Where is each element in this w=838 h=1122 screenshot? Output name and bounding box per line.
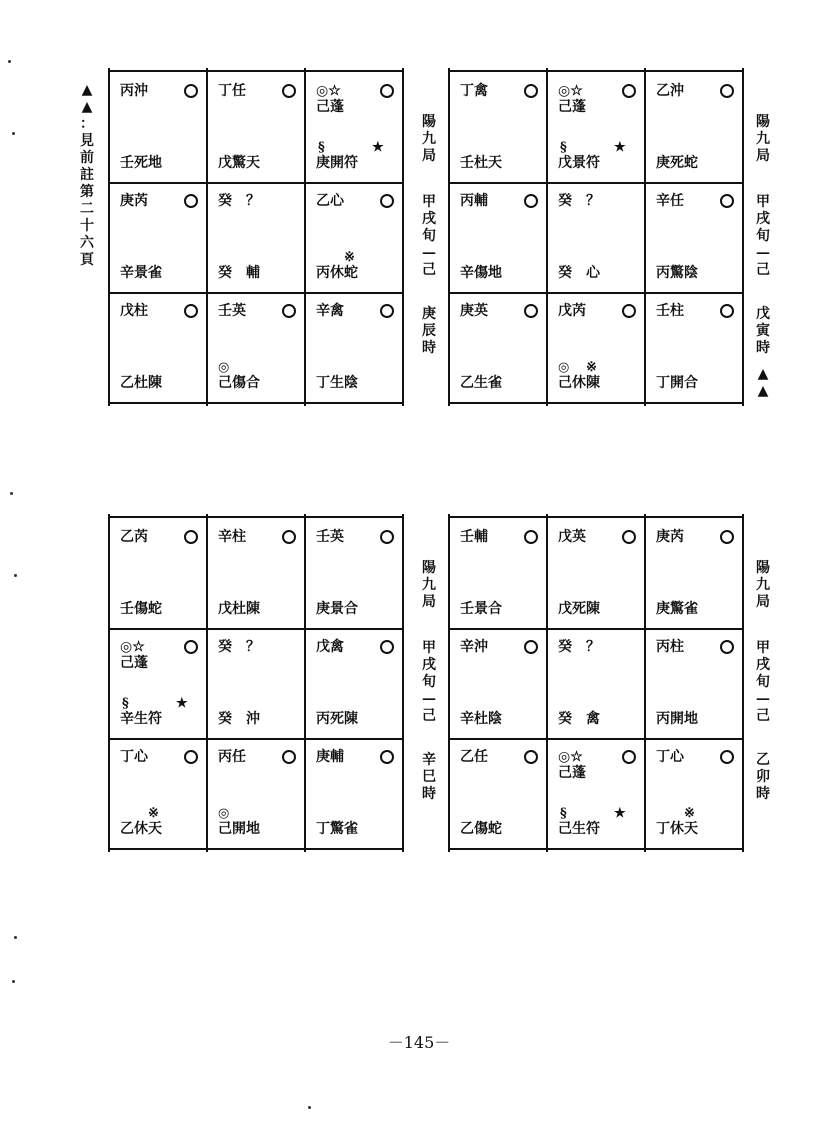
star-icon: ★	[614, 806, 626, 821]
cell-top-text: 壬輔	[460, 529, 488, 545]
palace-cell	[450, 74, 548, 184]
margin-speck	[12, 132, 15, 135]
chart-xun: 甲 戌 旬 — 己	[756, 194, 770, 278]
cell-top-text-2: 己蓬	[120, 655, 148, 671]
circle-icon	[720, 530, 734, 544]
circle-icon	[720, 194, 734, 208]
cell-bottom-text: 庚死蛇	[656, 155, 698, 171]
circle-icon	[720, 750, 734, 764]
cell-bottom-text: 丙死陳	[316, 711, 358, 727]
chart-hour: 庚 辰 時	[422, 306, 436, 356]
cell-bottom-text: 己開地	[218, 821, 260, 837]
star-icon: ★	[614, 140, 626, 155]
palace-cell	[646, 74, 744, 184]
circle-icon	[622, 84, 636, 98]
cell-bottom-text: 癸 輔	[218, 265, 260, 281]
cell-top-text: ◎☆	[558, 83, 583, 99]
circle-icon	[184, 84, 198, 98]
cell-top-text: 壬英	[218, 303, 246, 319]
palace-cell	[548, 184, 646, 294]
cell-bottom-text: 丁休天	[656, 821, 698, 837]
cell-top-text-2: 己蓬	[558, 99, 586, 115]
cell-top-text: ◎☆	[316, 83, 341, 99]
circle-icon	[184, 530, 198, 544]
cell-bottom-text: 戊驚天	[218, 155, 260, 171]
cell-top-text: 癸 ？	[558, 639, 600, 655]
cell-bottom-text: 己休陳	[558, 375, 600, 391]
margin-speck	[8, 60, 11, 63]
circle-icon	[282, 304, 296, 318]
cell-top-text: 癸 ？	[558, 193, 600, 209]
chart-title: 陽 九 局	[422, 114, 436, 164]
section-mark-icon: §	[318, 140, 325, 155]
section-mark-icon: §	[122, 696, 129, 711]
cell-bottom-text: 丙休蛇	[316, 265, 358, 281]
reference-mark-icon: ※	[684, 806, 695, 821]
palace-cell	[646, 630, 744, 740]
circle-icon	[524, 530, 538, 544]
margin-speck	[14, 574, 17, 577]
palace-cell	[548, 740, 646, 850]
palace-cell	[450, 294, 548, 404]
circle-icon	[720, 84, 734, 98]
cell-bottom-text: 庚驚雀	[656, 601, 698, 617]
chart-grid-bl	[108, 516, 404, 850]
cell-top-text: 庚英	[460, 303, 488, 319]
cell-top-text: 戊英	[558, 529, 586, 545]
palace-cell	[110, 740, 208, 850]
cell-top-text-2: 己蓬	[558, 765, 586, 781]
star-icon: ★	[176, 696, 188, 711]
page-number: －145－	[387, 1033, 451, 1052]
chart-hour: 辛 巳 時	[422, 752, 436, 802]
circle-icon	[720, 304, 734, 318]
palace-cell	[548, 520, 646, 630]
cell-top-text: 乙心	[316, 193, 344, 209]
section-mark-icon: §	[560, 140, 567, 155]
cell-bottom-text: 乙杜陳	[120, 375, 162, 391]
cell-top-text: 癸 ？	[218, 639, 260, 655]
cell-bottom-text: 辛傷地	[460, 265, 502, 281]
cell-top-text: 丙沖	[120, 83, 148, 99]
cell-top-text: 庚芮	[120, 193, 148, 209]
cell-bottom-text: 癸 禽	[558, 711, 600, 727]
cell-bottom-text: 辛景雀	[120, 265, 162, 281]
circle-icon	[622, 530, 636, 544]
chart-title: 陽 九 局	[422, 560, 436, 610]
circle-icon	[282, 750, 296, 764]
cell-top-text: 壬柱	[656, 303, 684, 319]
cell-bottom-text: 丁驚雀	[316, 821, 358, 837]
circle-icon	[720, 640, 734, 654]
cell-top-text: 丁心	[120, 749, 148, 765]
palace-cell	[306, 294, 404, 404]
chart-grid-tl	[108, 70, 404, 404]
palace-cell	[110, 294, 208, 404]
cell-top-text: 辛柱	[218, 529, 246, 545]
palace-cell	[646, 740, 744, 850]
cell-top-text: 丁任	[218, 83, 246, 99]
cell-bottom-text: 壬傷蛇	[120, 601, 162, 617]
palace-cell	[208, 74, 306, 184]
double-circle-icon: ◎	[218, 360, 230, 375]
chart-grid-tr	[448, 70, 744, 404]
palace-cell	[450, 630, 548, 740]
palace-cell	[208, 740, 306, 850]
cell-bottom-text: 壬景合	[460, 601, 502, 617]
cell-top-text: 丁心	[656, 749, 684, 765]
chart-xun: 甲 戌 旬 — 己	[756, 640, 770, 724]
circle-icon	[184, 750, 198, 764]
palace-cell	[208, 184, 306, 294]
cell-bottom-text: 庚景合	[316, 601, 358, 617]
circle-icon	[184, 194, 198, 208]
cell-bottom-text: 辛生符	[120, 711, 162, 727]
side-note: ▲ ▲ ： 見 前 註 第 二 十 六 頁	[80, 82, 94, 268]
palace-cell	[306, 74, 404, 184]
cell-bottom-text: 庚開符	[316, 155, 358, 171]
cell-bottom-text: 丙驚陰	[656, 265, 698, 281]
cell-top-text: 丁禽	[460, 83, 488, 99]
palace-cell	[548, 294, 646, 404]
triangle-mark-icon: ▲ ▲	[757, 366, 769, 399]
circle-icon	[524, 750, 538, 764]
cell-top-text: 戊柱	[120, 303, 148, 319]
cell-top-text: 戊芮	[558, 303, 586, 319]
circle-icon	[524, 194, 538, 208]
palace-cell	[646, 520, 744, 630]
double-circle-icon: ◎	[558, 360, 570, 375]
palace-cell	[548, 630, 646, 740]
cell-top-text: 丙柱	[656, 639, 684, 655]
section-mark-icon: §	[560, 806, 567, 821]
cell-bottom-text: 乙生雀	[460, 375, 502, 391]
palace-cell	[646, 184, 744, 294]
circle-icon	[282, 530, 296, 544]
cell-bottom-text: 戊景符	[558, 155, 600, 171]
palace-cell	[110, 630, 208, 740]
circle-icon	[380, 304, 394, 318]
circle-icon	[622, 304, 636, 318]
palace-cell	[306, 630, 404, 740]
circle-icon	[184, 640, 198, 654]
reference-mark-icon: ※	[344, 250, 355, 265]
chart-xun: 甲 戌 旬 — 己	[422, 194, 436, 278]
cell-top-text: 戊禽	[316, 639, 344, 655]
cell-bottom-text: 壬杜天	[460, 155, 502, 171]
circle-icon	[380, 84, 394, 98]
cell-bottom-text: 丁生陰	[316, 375, 358, 391]
cell-top-text: ◎☆	[558, 749, 583, 765]
reference-mark-icon: ※	[148, 806, 159, 821]
chart-grid-br	[448, 516, 744, 850]
cell-bottom-text: 丙開地	[656, 711, 698, 727]
chart-hour: 戊 寅 時	[756, 306, 770, 356]
chart-hour: 乙 卯 時	[756, 752, 770, 802]
cell-top-text: ◎☆	[120, 639, 145, 655]
cell-bottom-text: 戊杜陳	[218, 601, 260, 617]
cell-bottom-text: 己傷合	[218, 375, 260, 391]
cell-bottom-text: 戊死陳	[558, 601, 600, 617]
margin-speck	[10, 492, 13, 495]
circle-icon	[524, 640, 538, 654]
cell-top-text: 庚芮	[656, 529, 684, 545]
cell-top-text: 辛任	[656, 193, 684, 209]
cell-top-text: 乙沖	[656, 83, 684, 99]
reference-mark-icon: ※	[586, 360, 597, 375]
chart-title: 陽 九 局	[756, 114, 770, 164]
margin-speck	[12, 980, 15, 983]
chart-xun: 甲 戌 旬 — 己	[422, 640, 436, 724]
palace-cell	[450, 184, 548, 294]
cell-top-text: 壬英	[316, 529, 344, 545]
palace-cell	[208, 520, 306, 630]
cell-bottom-text: 癸 心	[558, 265, 600, 281]
palace-cell	[306, 184, 404, 294]
circle-icon	[282, 84, 296, 98]
star-icon: ★	[372, 140, 384, 155]
double-circle-icon: ◎	[218, 806, 230, 821]
margin-speck	[308, 1106, 311, 1109]
cell-bottom-text: 乙休天	[120, 821, 162, 837]
circle-icon	[380, 640, 394, 654]
palace-cell	[208, 294, 306, 404]
palace-cell	[450, 520, 548, 630]
cell-bottom-text: 己生符	[558, 821, 600, 837]
palace-cell	[208, 630, 306, 740]
palace-cell	[110, 520, 208, 630]
palace-cell	[110, 184, 208, 294]
circle-icon	[184, 304, 198, 318]
cell-top-text-2: 己蓬	[316, 99, 344, 115]
palace-cell	[306, 520, 404, 630]
cell-top-text: 辛沖	[460, 639, 488, 655]
circle-icon	[524, 304, 538, 318]
cell-top-text: 癸 ？	[218, 193, 260, 209]
palace-cell	[450, 740, 548, 850]
cell-bottom-text: 乙傷蛇	[460, 821, 502, 837]
cell-bottom-text: 壬死地	[120, 155, 162, 171]
circle-icon	[380, 530, 394, 544]
circle-icon	[380, 194, 394, 208]
circle-icon	[380, 750, 394, 764]
cell-top-text: 乙任	[460, 749, 488, 765]
cell-bottom-text: 癸 沖	[218, 711, 260, 727]
cell-top-text: 丙任	[218, 749, 246, 765]
palace-cell	[306, 740, 404, 850]
cell-bottom-text: 辛杜陰	[460, 711, 502, 727]
palace-cell	[110, 74, 208, 184]
margin-speck	[14, 936, 17, 939]
circle-icon	[524, 84, 538, 98]
cell-top-text: 辛禽	[316, 303, 344, 319]
circle-icon	[622, 750, 636, 764]
palace-cell	[646, 294, 744, 404]
cell-top-text: 丙輔	[460, 193, 488, 209]
cell-bottom-text: 丁開合	[656, 375, 698, 391]
cell-top-text: 庚輔	[316, 749, 344, 765]
palace-cell	[548, 74, 646, 184]
chart-title: 陽 九 局	[756, 560, 770, 610]
cell-top-text: 乙芮	[120, 529, 148, 545]
